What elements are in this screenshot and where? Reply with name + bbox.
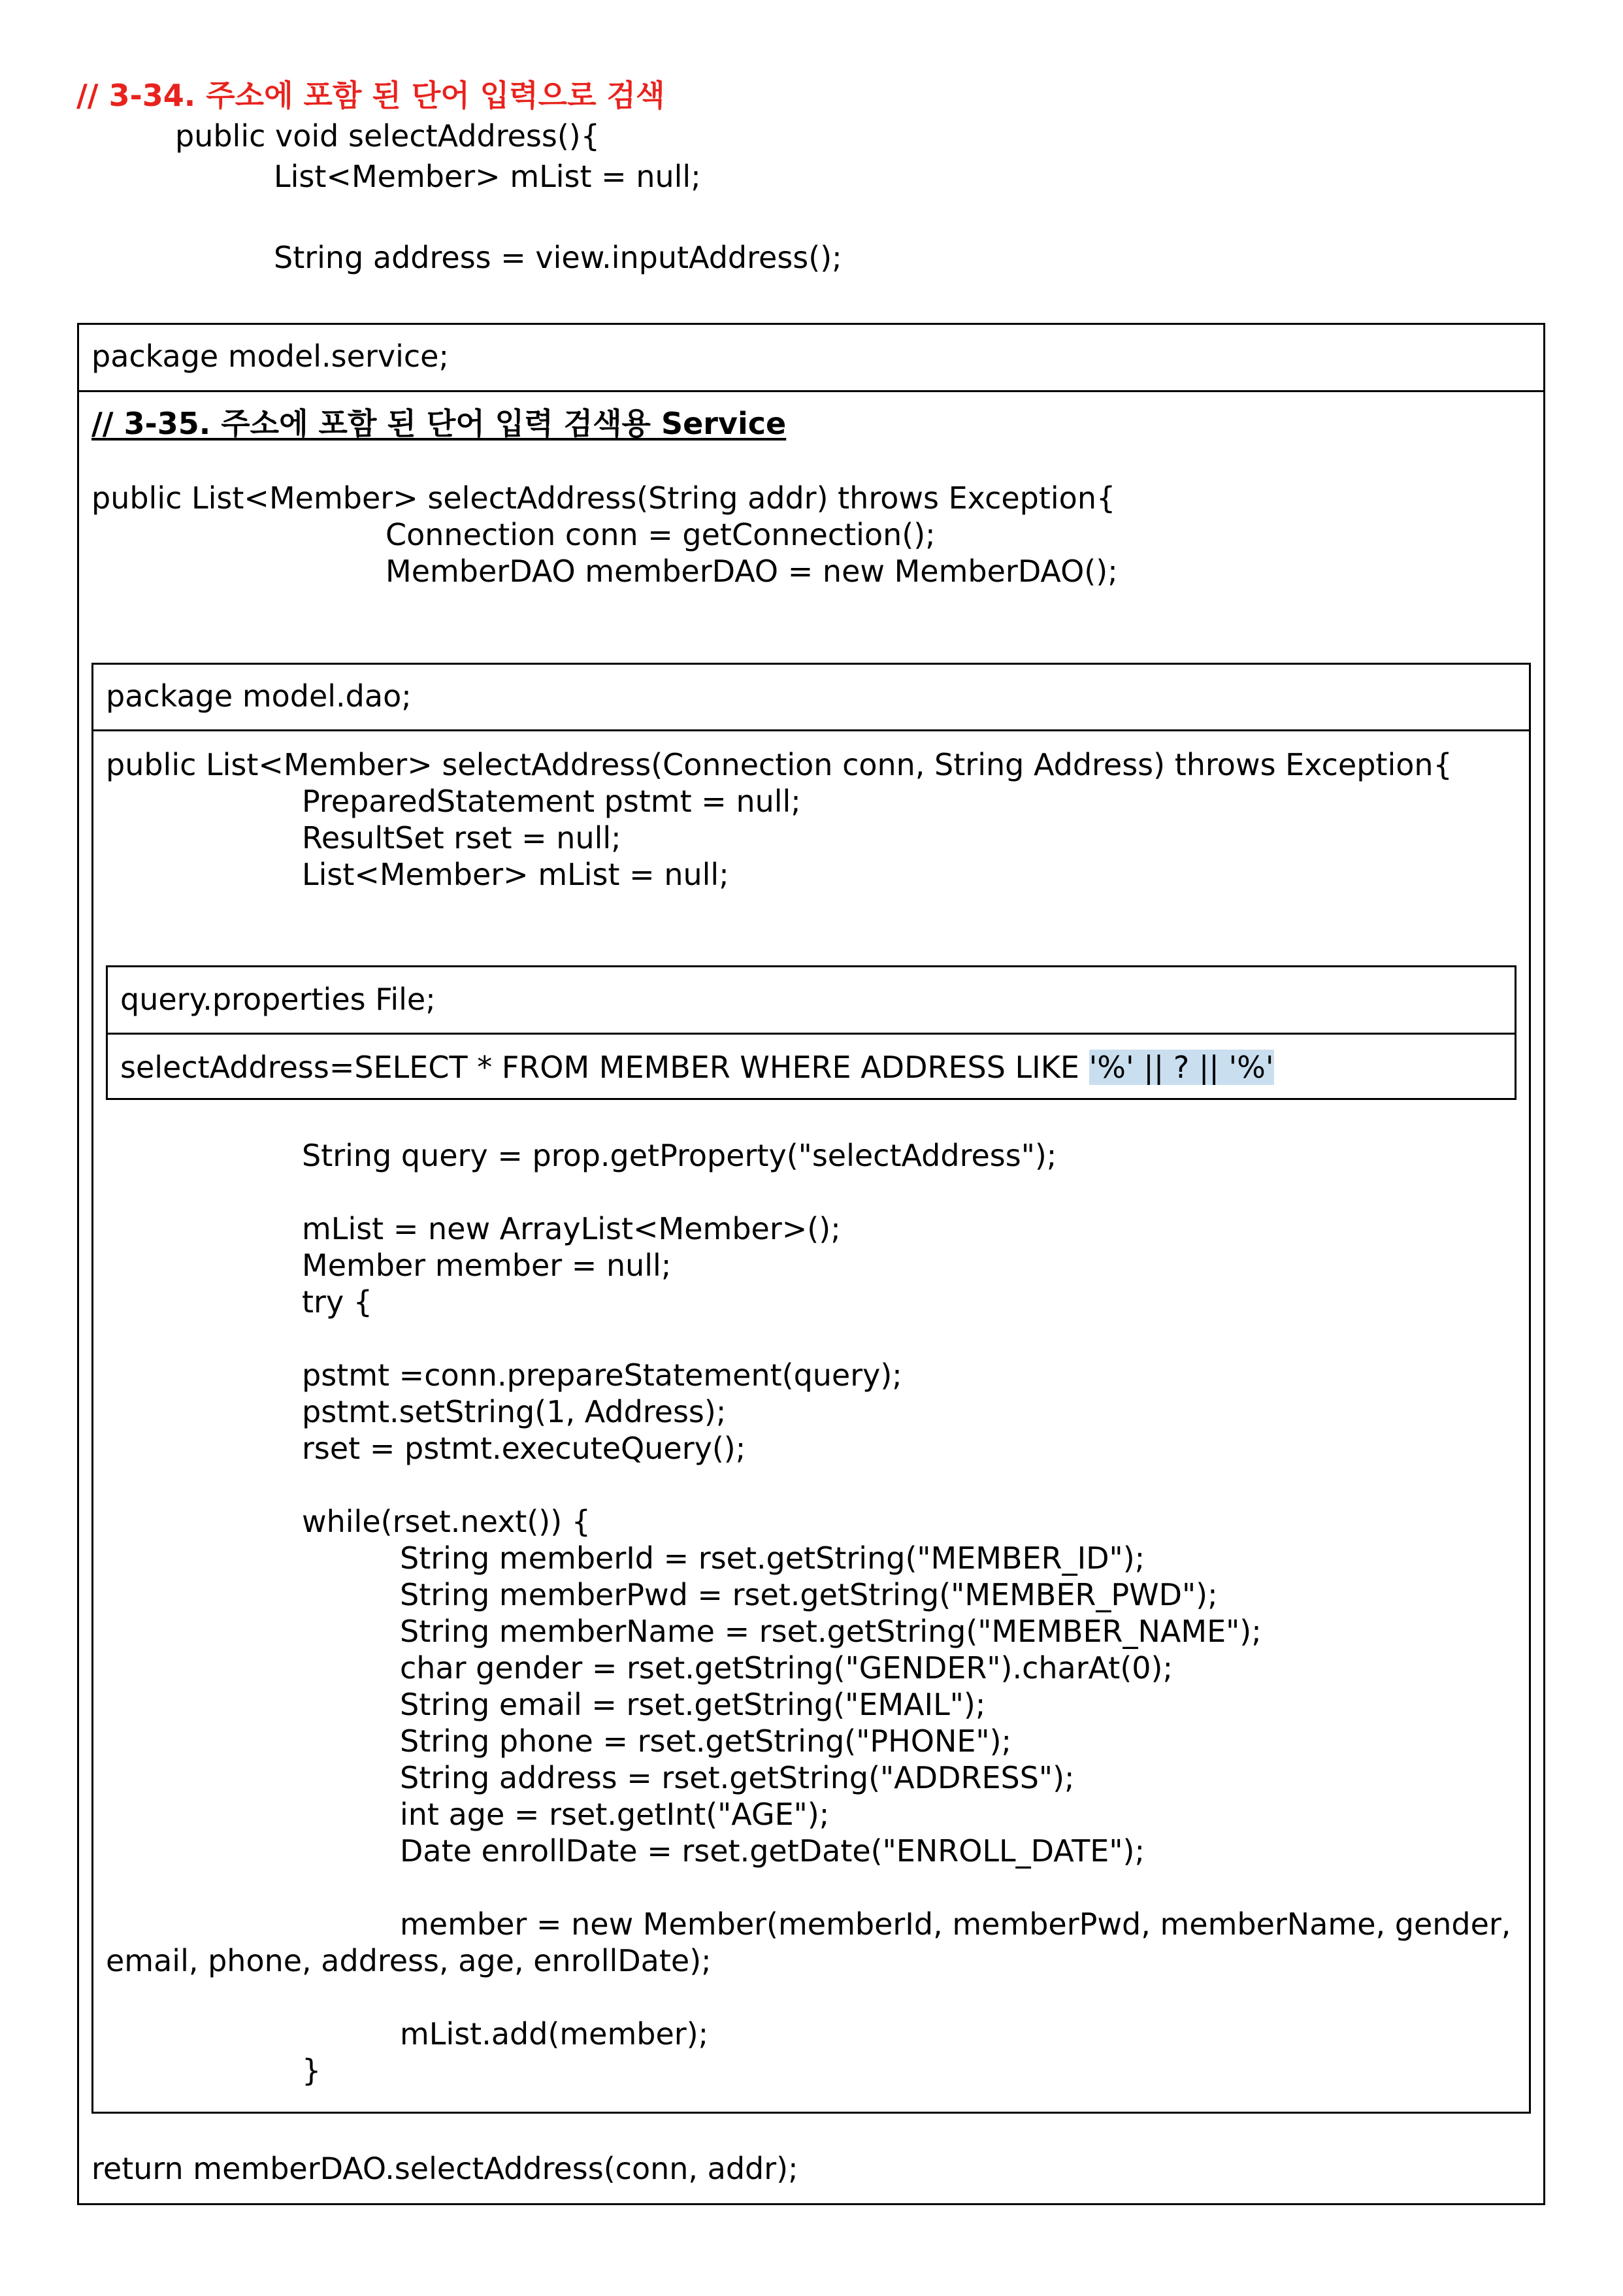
dao-line-8: pstmt.setString(1, Address); (302, 1394, 727, 1429)
dao-line-9: rset = pstmt.executeQuery(); (302, 1431, 746, 1466)
properties-query-text: selectAddress=SELECT * FROM MEMBER WHERE ADDRESS LIKE (120, 1050, 1089, 1085)
service-conn: Connection conn = getConnection(); (385, 517, 936, 552)
while-line-4: char gender = rset.getString("GENDER").charAt(0); (400, 1650, 1173, 1686)
while-line-1: String memberId = rset.getString("MEMBER_ID"); (400, 1540, 1145, 1576)
service-divider (77, 390, 1545, 392)
while-line-3: String memberName = rset.getString("MEMBER_NAME"); (400, 1614, 1262, 1649)
while-line-6: String phone = rset.getString("PHONE"); (400, 1723, 1012, 1759)
dao-line-1: PreparedStatement pstmt = null; (302, 784, 801, 819)
while-close-brace: } (302, 2053, 321, 2088)
dao-package: package model.dao; (106, 678, 412, 714)
dao-line-3: List<Member> mList = null; (302, 857, 729, 892)
view-line-2: List<Member> mList = null; (274, 159, 701, 194)
while-line-2: String memberPwd = rset.getString("MEMBER_PWD"); (400, 1577, 1218, 1612)
while-line-10b: email, phone, address, age, enrollDate); (106, 1943, 712, 1978)
while-line-7: String address = rset.getString("ADDRESS"); (400, 1760, 1075, 1795)
properties-divider (106, 1033, 1516, 1035)
heading-3-34: // 3-34. 주소에 포함 된 단어 입력으로 검색 (76, 78, 665, 113)
service-signature: public List<Member> selectAddress(String addr) throws Exception{ (91, 480, 1116, 516)
while-line-8: int age = rset.getInt("AGE"); (400, 1797, 830, 1832)
service-return: return memberDAO.selectAddress(conn, addr); (91, 2151, 798, 2186)
heading-3-35: // 3-35. 주소에 포함 된 단어 입력 검색용 Service (91, 406, 787, 441)
while-line-10a: member = new Member(memberId, memberPwd, memberName, gender, (400, 1906, 1511, 1942)
dao-line-5: Member member = null; (302, 1248, 672, 1283)
dao-line-6: try { (302, 1284, 373, 1320)
while-line-11: mList.add(member); (400, 2016, 709, 2052)
service-dao: MemberDAO memberDAO = new MemberDAO(); (385, 554, 1118, 589)
while-line-5: String email = rset.getString("EMAIL"); (400, 1687, 986, 1722)
dao-line-7: pstmt =conn.prepareStatement(query); (302, 1357, 902, 1393)
properties-title: query.properties File; (120, 982, 436, 1017)
while-line-9: Date enrollDate = rset.getDate("ENROLL_DATE"); (400, 1833, 1145, 1869)
service-package: package model.service; (91, 339, 449, 374)
view-line-1: public void selectAddress(){ (175, 118, 600, 154)
dao-line-2: ResultSet rset = null; (302, 820, 621, 856)
dao-query: String query = prop.getProperty("selectAddress"); (302, 1138, 1057, 1173)
properties-query-line (120, 1049, 1274, 1086)
dao-signature: public List<Member> selectAddress(Connection conn, String Address) throws Exception{ (106, 747, 1452, 782)
dao-line-10: while(rset.next()) { (302, 1504, 591, 1539)
dao-line-4: mList = new ArrayList<Member>(); (302, 1211, 841, 1246)
dao-divider (91, 729, 1531, 731)
highlighted-like-pattern: '%' || ? || '%' (1089, 1050, 1274, 1085)
view-line-3: String address = view.inputAddress(); (274, 240, 842, 275)
